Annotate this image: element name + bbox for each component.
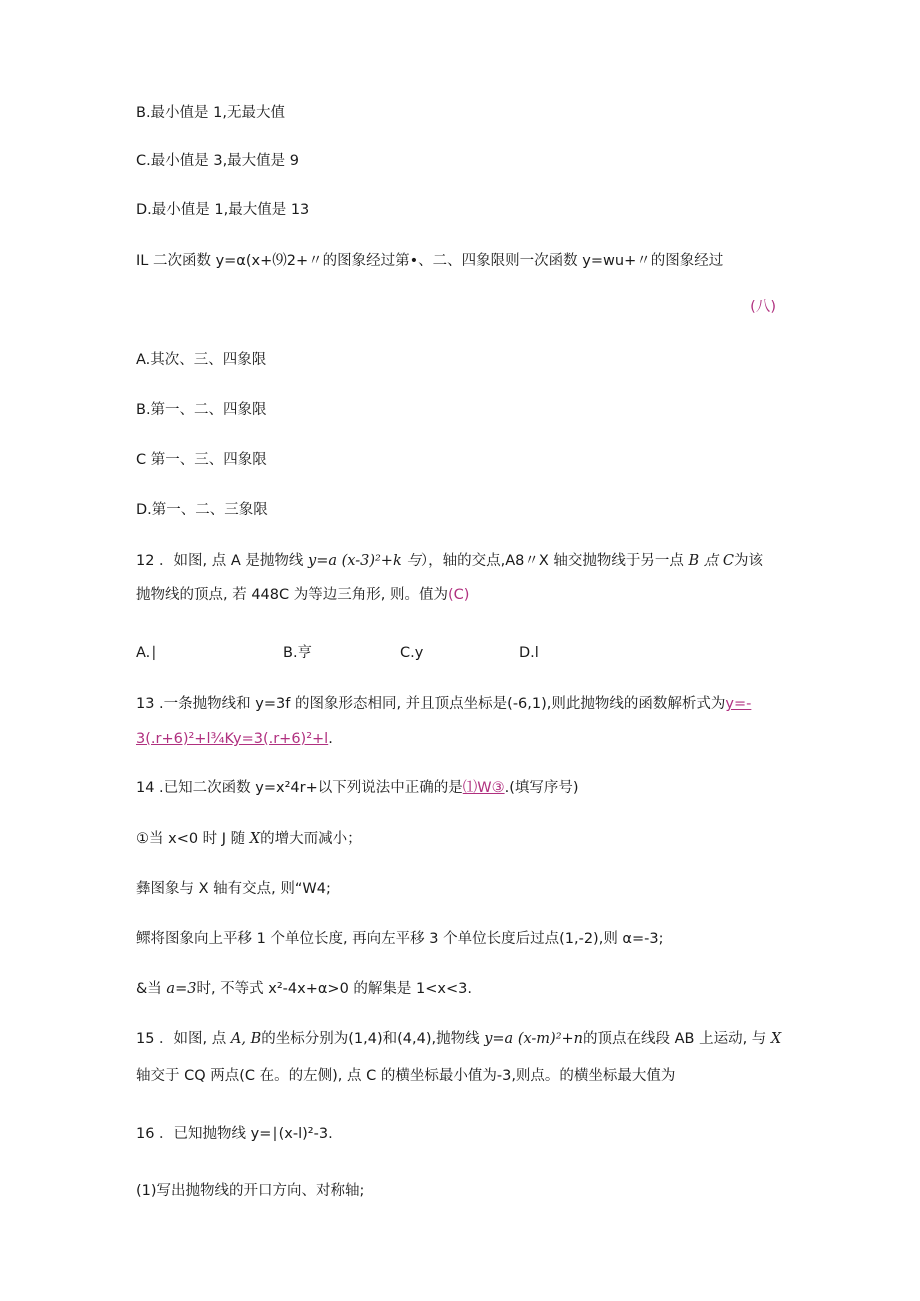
q10-option-b: B.最小值是 1,无最大值 [136,105,285,121]
q14-item-4 [136,979,472,999]
q14-stem-text: 14 .已知二次函数 y=x²4r+以下列说法中正确的是 [136,780,463,796]
q14-item-4-text-a: &当 [136,981,162,997]
q11-option-a: A.其次、三、四象限 [136,352,267,368]
q15-line-1-text-b: 的坐标分别为(1,4)和(4,4),抛物线 [261,1031,480,1047]
q12-stem-text-b: ），轴的交点,A8〃X 轴交抛物线于另一点 [420,553,684,569]
q15-variable-x: X [770,1031,782,1047]
q14-stem [136,778,579,798]
q15-points-ab: A, B [230,1031,262,1047]
q10-option-d: D.最小值是 1,最大值是 13 [136,202,310,218]
q12-answer: (C) [447,587,470,603]
q13-answer-part-1: y=- [725,696,752,712]
q11-stem: IL 二次函数 y=α(x+⑼2+〃的图象经过第•、二、四象限则一次函数 y=wu+〃的图象经过 [136,253,724,269]
q12-option-a: A.∣ [136,645,158,661]
q11-option-b: B.第一、二、四象限 [136,402,267,418]
q15-line-1-text-c: 的顶点在线段 AB 上运动, 与 [583,1031,767,1047]
q14-item-1-variable: X [249,831,261,847]
q10-option-c: C.最小值是 3,最大值是 9 [136,153,300,169]
q14-answer: ⑴W③ [462,780,505,796]
q11-answer: (八) [750,299,776,315]
q14-item-2: 彝图象与 X 轴有交点, 则“W4; [136,881,331,897]
q14-item-4-text-b: 时, 不等式 x²-4x+α>0 的解集是 1<x<3. [196,981,472,997]
q14-item-1-text-a: ①当 x<0 时 J 随 [136,831,246,847]
q12-stem-line-2 [136,585,469,605]
q11-option-c: C 第一、三、四象限 [136,452,267,468]
q16-part-1: (1)写出抛物线的开口方向、对称轴; [136,1183,365,1199]
q12-stem-line-1 [136,551,763,571]
q12-stem-text-c: 为该 [733,553,763,569]
q15-line-1-text-a: 15 ．如图, 点 [136,1031,227,1047]
q15-parabola-equation: y=a (x-m)²+n [484,1031,583,1047]
q13-answer-part-2: 3(.r+6)²+l¾Ky=3(.r+6)²+l [136,731,329,747]
q12-stem-text-d: 抛物线的顶点, 若 448C 为等边三角形, 则。值为 [136,587,448,603]
q12-parabola-equation: y=a (x-3)²+k 与 [308,553,421,569]
q14-item-1-text-b: 的增大而减小； [260,831,362,847]
q12-option-c: C.y [400,645,424,661]
q15-line-1 [136,1029,781,1049]
q15-line-2: 轴交于 CQ 两点(C 在。的左侧), 点 C 的横坐标最小值为-3,则点。的横坐标最大值为 [136,1068,676,1084]
q12-option-b: B.亨 [283,645,313,661]
q14-item-1 [136,829,362,849]
q13-stem-line-1 [136,694,751,714]
q14-item-3: 鳏将图象向上平移 1 个单位长度, 再向左平移 3 个单位长度后过点(1,-2),则 α=-3; [136,931,664,947]
q13-stem-text: 13 .一条抛物线和 y=3f 的图象形态相同, 并且顶点坐标是(-6,1),则此抛物线的函数解析式为 [136,696,726,712]
q11-option-d: D.第一、二、三象限 [136,502,268,518]
q13-stem-line-2 [136,729,333,749]
q16-stem: 16 ．已知抛物线 y=∣(x-l)²-3. [136,1126,333,1142]
q14-item-4-math: a=3 [166,981,197,997]
q12-points-bc: B 点 C [688,553,734,569]
q12-stem-text-a: 12 ．如图, 点 A 是抛物线 [136,553,304,569]
q13-end: . [328,731,333,747]
q12-option-d: D.l [519,645,539,661]
q14-stem-tail: .(填写序号) [504,780,579,796]
